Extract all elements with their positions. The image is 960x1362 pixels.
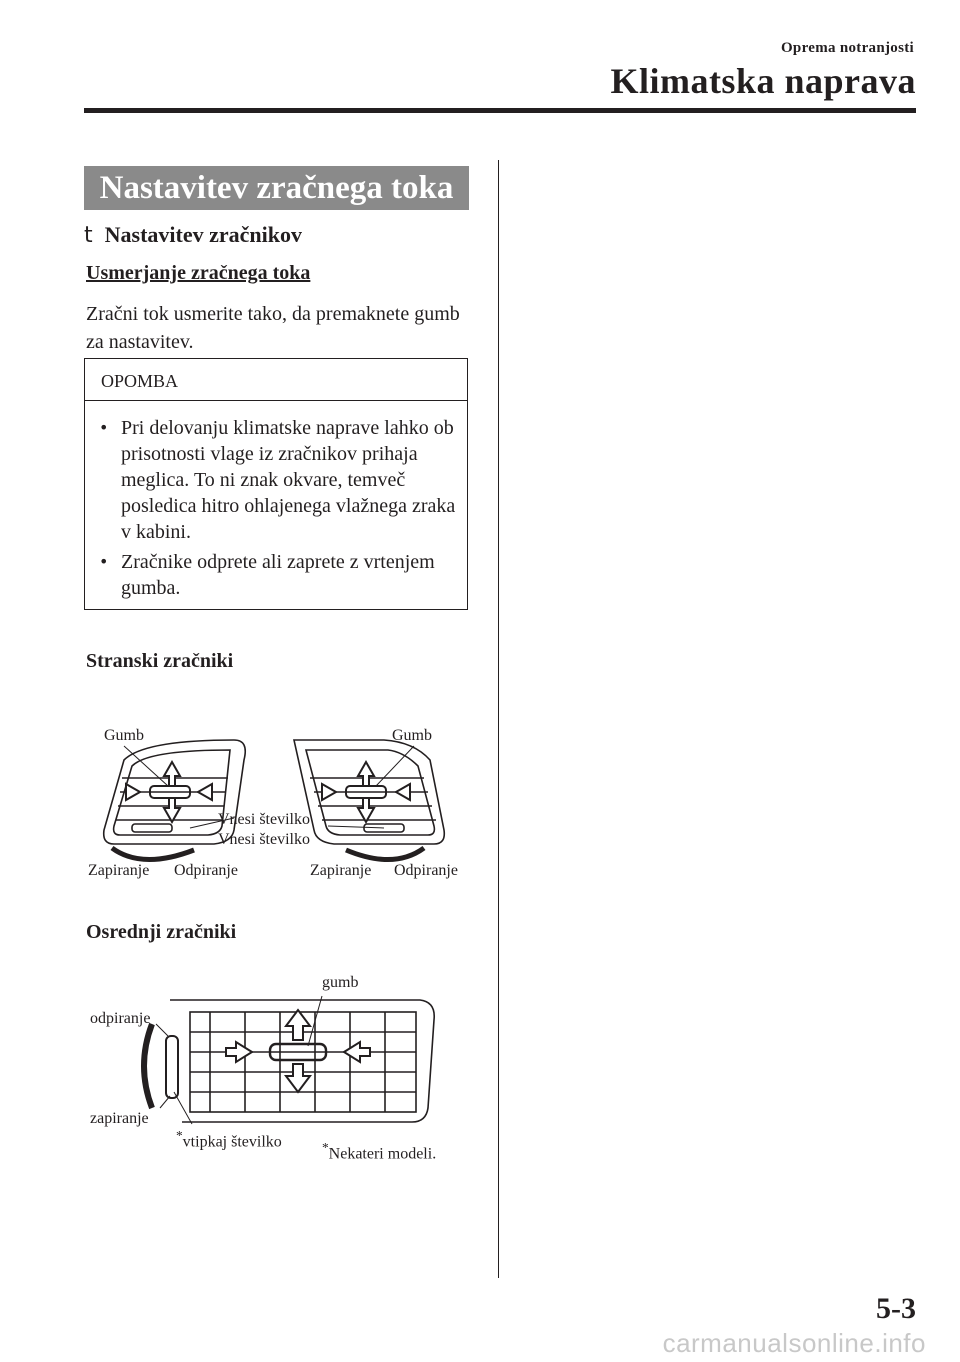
- note-title: OPOMBA: [85, 359, 467, 401]
- center-vent-illustration: [130, 996, 440, 1126]
- label-knob-right: Gumb: [392, 727, 432, 744]
- underlined-heading: Usmerjanje zračnega toka: [86, 262, 311, 284]
- label-center-input: *vtipkaj številko: [176, 1128, 282, 1151]
- column-divider: [498, 160, 499, 1278]
- label-center-close: zapiranje: [90, 1110, 149, 1127]
- label-input-2: Vnesi številko: [218, 831, 310, 848]
- center-vent-arrows: [226, 1010, 370, 1092]
- subheading-marker: t: [84, 223, 93, 248]
- label-center-open: odpiranje: [90, 1010, 151, 1027]
- asterisk-icon: *: [322, 1140, 329, 1155]
- note-item: [99, 549, 459, 601]
- center-vents-heading: Osrednji zračniki: [86, 921, 237, 943]
- label-close-right: Zapiranje: [310, 862, 372, 879]
- section-banner: Nastavitev zračnega toka: [84, 166, 469, 210]
- note-item: [99, 415, 459, 545]
- label-open-right: Odpiranje: [394, 862, 458, 879]
- side-vents-heading: Stranski zračniki: [86, 650, 234, 672]
- note-item-text: Pri delovanju klimatske naprave lahko ob prisotnosti vlage iz zračnikov prihaja meglica. To ni znak okvare, temveč posledica hitro ohlajenega vlažnega zraka v kabini.: [121, 417, 456, 543]
- label-close-left: Zapiranje: [88, 862, 150, 879]
- label-center-knob: gumb: [322, 974, 359, 991]
- header-title: Klimatska naprava: [610, 61, 916, 101]
- subheading: [84, 222, 302, 248]
- label-knob-left: Gumb: [104, 727, 144, 744]
- watermark: carmanualsonline.info: [662, 1328, 926, 1358]
- label-input-1: Vnesi številko: [218, 811, 310, 828]
- bullet-icon: •: [99, 418, 109, 437]
- asterisk-icon: *: [176, 1128, 183, 1143]
- header-rule: [84, 108, 916, 113]
- note-box: [84, 358, 468, 610]
- header-section-label: Oprema notranjosti: [780, 40, 914, 56]
- note-item-text: Zračnike odprete ali zaprete z vrtenjem gumba.: [121, 551, 435, 599]
- intro-paragraph: Zračni tok usmerite tako, da premaknete gumb za nastavitev.: [86, 303, 460, 353]
- bullet-icon: •: [99, 552, 109, 571]
- label-open-left: Odpiranje: [174, 862, 238, 879]
- rotation-arrow-icon: [144, 1024, 152, 1108]
- page-number: 5-3: [876, 1292, 916, 1325]
- label-footnote: *Nekateri modeli.: [322, 1140, 437, 1163]
- subheading-text: Nastavitev zračnikov: [104, 222, 302, 247]
